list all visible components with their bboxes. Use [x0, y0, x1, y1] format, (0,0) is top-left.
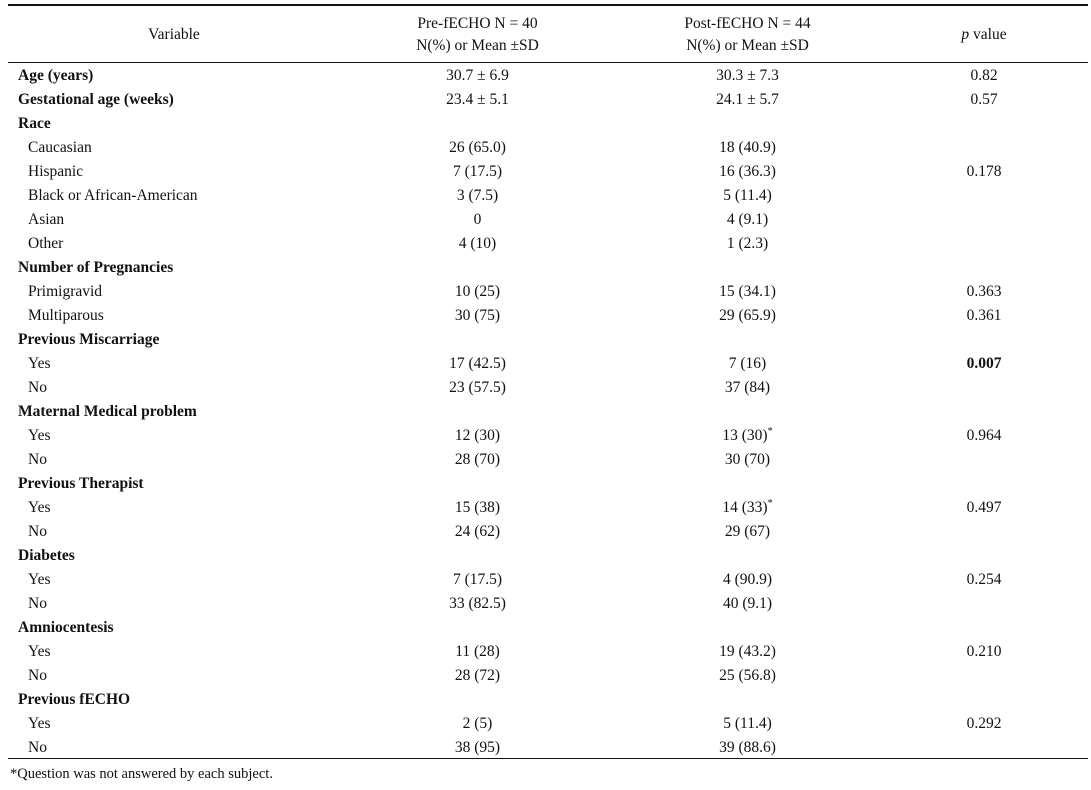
post-fecho-value: 16 (36.3) — [719, 163, 776, 180]
post-fecho-value: 13 (30) — [722, 427, 768, 444]
variable-heading: Diabetes — [18, 547, 75, 564]
header-variable-label: Variable — [148, 26, 200, 43]
pre-fecho-cell: 7 (17.5) — [452, 571, 503, 588]
post-fecho-value: 7 (16) — [728, 355, 767, 372]
post-fecho-cell — [615, 280, 880, 304]
p-value-cell: 0.361 — [966, 307, 1002, 324]
post-fecho-cell — [615, 568, 880, 592]
p-value-cell: 0.210 — [966, 643, 1002, 660]
pre-fecho-cell: 23.4 ± 5.1 — [446, 91, 509, 108]
variable-category: Black or African-American — [28, 187, 198, 204]
pre-fecho-cell: 15 (38) — [454, 499, 501, 516]
p-value-cell: 0.964 — [966, 427, 1002, 444]
table-row — [8, 112, 1088, 136]
post-fecho-value: 39 (88.6) — [719, 739, 776, 756]
post-fecho-cell — [615, 160, 880, 184]
post-fecho-value: 25 (56.8) — [719, 667, 776, 684]
variable-heading: Previous fECHO — [18, 691, 131, 708]
post-fecho-value: 5 (11.4) — [723, 715, 772, 732]
variable-heading: Race — [18, 115, 51, 132]
post-fecho-value: 24.1 ± 5.7 — [716, 91, 779, 108]
variable-heading: Age (years) — [18, 67, 94, 84]
header-pre-fecho — [340, 10, 615, 60]
post-fecho-value: 5 (11.4) — [723, 187, 772, 204]
pre-fecho-cell: 30 (75) — [454, 307, 501, 324]
table-row — [8, 400, 1088, 424]
pre-fecho-cell: 33 (82.5) — [449, 595, 506, 612]
post-fecho-cell — [615, 184, 880, 208]
pre-fecho-cell: 12 (30) — [454, 427, 501, 444]
pre-fecho-cell: 26 (65.0) — [449, 139, 506, 156]
header-variable — [8, 10, 340, 60]
table-row — [8, 496, 1088, 520]
pre-fecho-cell: 0 — [473, 211, 482, 228]
post-fecho-value: 18 (40.9) — [719, 139, 776, 156]
post-fecho-value: 29 (65.9) — [719, 307, 776, 324]
post-fecho-value: 14 (33) — [722, 499, 768, 516]
pre-fecho-cell: 23 (57.5) — [449, 379, 506, 396]
pre-fecho-cell: 7 (17.5) — [452, 163, 503, 180]
variable-heading: Amniocentesis — [18, 619, 114, 636]
header-post-line2: N(%) or Mean ±SD — [686, 37, 809, 54]
pre-fecho-cell: 11 (28) — [455, 643, 500, 660]
post-fecho-value: 19 (43.2) — [719, 643, 776, 660]
bottom-rule — [8, 758, 1088, 759]
pre-fecho-cell: 38 (95) — [454, 739, 501, 756]
variable-heading: Previous Therapist — [18, 475, 144, 492]
header-p-italic: p — [961, 26, 970, 43]
variable-category: Asian — [28, 211, 65, 228]
p-value-cell: 0.363 — [966, 283, 1002, 300]
post-fecho-cell — [615, 520, 880, 544]
variable-category: Caucasian — [28, 139, 92, 156]
header-post-fecho — [615, 10, 880, 60]
post-fecho-cell — [615, 712, 880, 736]
footnote-marker: * — [767, 498, 773, 509]
table-row — [8, 424, 1088, 448]
table-row — [8, 160, 1088, 184]
post-fecho-cell — [615, 208, 880, 232]
table-row — [8, 448, 1088, 472]
p-value-cell: 0.178 — [966, 163, 1002, 180]
header-rule — [8, 62, 1088, 63]
post-fecho-value: 4 (9.1) — [726, 211, 769, 228]
pre-fecho-cell: 3 (7.5) — [456, 187, 499, 204]
post-fecho-value: 15 (34.1) — [719, 283, 776, 300]
variable-category: Yes — [28, 355, 51, 372]
variable-category: Yes — [28, 499, 51, 516]
post-fecho-cell — [615, 592, 880, 616]
header-p-value — [880, 10, 1088, 60]
header-pre-line2: N(%) or Mean ±SD — [416, 37, 539, 54]
pre-fecho-cell: 28 (72) — [454, 667, 501, 684]
table-row — [8, 520, 1088, 544]
table-row — [8, 208, 1088, 232]
p-value-cell: 0.82 — [970, 67, 998, 84]
table-row — [8, 568, 1088, 592]
variable-category: Yes — [28, 715, 51, 732]
post-fecho-cell — [615, 496, 880, 520]
pre-fecho-cell: 28 (70) — [454, 451, 501, 468]
p-value-cell: 0.292 — [966, 715, 1002, 732]
variable-category: Hispanic — [28, 163, 84, 180]
variable-category: No — [28, 523, 47, 540]
post-fecho-cell — [615, 64, 880, 88]
table-row — [8, 472, 1088, 496]
variable-category: No — [28, 667, 47, 684]
post-fecho-cell — [615, 736, 880, 760]
table-row — [8, 232, 1088, 256]
header-pre-line1: Pre-fECHO N = 40 — [417, 15, 538, 32]
table-row — [8, 328, 1088, 352]
post-fecho-value: 1 (2.3) — [726, 235, 769, 252]
post-fecho-value: 4 (90.9) — [722, 571, 773, 588]
top-rule — [8, 4, 1088, 6]
pre-fecho-cell: 30.7 ± 6.9 — [446, 67, 509, 84]
post-fecho-cell — [615, 376, 880, 400]
table-row — [8, 280, 1088, 304]
table-row — [8, 640, 1088, 664]
post-fecho-cell — [615, 352, 880, 376]
table-row — [8, 544, 1088, 568]
footnote: *Question was not answered by each subject. — [10, 766, 273, 782]
variable-category: Yes — [28, 427, 51, 444]
table-row — [8, 256, 1088, 280]
table-body — [8, 64, 1088, 760]
variable-category: No — [28, 451, 47, 468]
table-row — [8, 136, 1088, 160]
table-row — [8, 688, 1088, 712]
pre-fecho-cell: 24 (62) — [454, 523, 501, 540]
variable-category: No — [28, 379, 47, 396]
post-fecho-cell — [615, 304, 880, 328]
post-fecho-cell — [615, 664, 880, 688]
table-row — [8, 64, 1088, 88]
pre-fecho-cell: 2 (5) — [462, 715, 493, 732]
variable-heading: Previous Miscarriage — [18, 331, 160, 348]
table-row — [8, 664, 1088, 688]
table-row — [8, 304, 1088, 328]
table-row — [8, 736, 1088, 760]
variable-heading: Maternal Medical problem — [18, 403, 197, 420]
pre-fecho-cell: 17 (42.5) — [449, 355, 506, 372]
post-fecho-cell — [615, 424, 880, 448]
post-fecho-cell — [615, 448, 880, 472]
table-row — [8, 592, 1088, 616]
variable-category: No — [28, 739, 47, 756]
footnote-marker: * — [767, 426, 773, 437]
variable-heading: Gestational age (weeks) — [18, 91, 174, 108]
p-value-cell: 0.497 — [966, 499, 1002, 516]
table-row — [8, 376, 1088, 400]
post-fecho-value: 37 (84) — [724, 379, 771, 396]
p-value-cell: 0.57 — [970, 91, 998, 108]
variable-category: Yes — [28, 643, 51, 660]
table-row — [8, 616, 1088, 640]
post-fecho-value: 29 (67) — [724, 523, 771, 540]
pre-fecho-cell: 10 (25) — [454, 283, 501, 300]
variable-category: No — [28, 595, 47, 612]
pre-fecho-cell: 4 (10) — [458, 235, 497, 252]
post-fecho-cell — [615, 136, 880, 160]
post-fecho-value: 30.3 ± 7.3 — [716, 67, 779, 84]
header-p-rest: value — [969, 26, 1007, 43]
header-post-line1: Post-fECHO N = 44 — [684, 15, 811, 32]
post-fecho-cell — [615, 232, 880, 256]
post-fecho-cell — [615, 640, 880, 664]
variable-category: Other — [28, 235, 64, 252]
p-value-cell: 0.007 — [966, 355, 1002, 372]
table-row — [8, 184, 1088, 208]
post-fecho-cell — [615, 88, 880, 112]
table-row — [8, 88, 1088, 112]
post-fecho-value: 30 (70) — [724, 451, 771, 468]
variable-category: Multiparous — [28, 307, 104, 324]
p-value-cell: 0.254 — [966, 571, 1002, 588]
table-row — [8, 712, 1088, 736]
variable-heading: Number of Pregnancies — [18, 259, 174, 276]
table-row — [8, 352, 1088, 376]
post-fecho-value: 40 (9.1) — [722, 595, 773, 612]
variable-category: Yes — [28, 571, 51, 588]
variable-category: Primigravid — [28, 283, 103, 300]
